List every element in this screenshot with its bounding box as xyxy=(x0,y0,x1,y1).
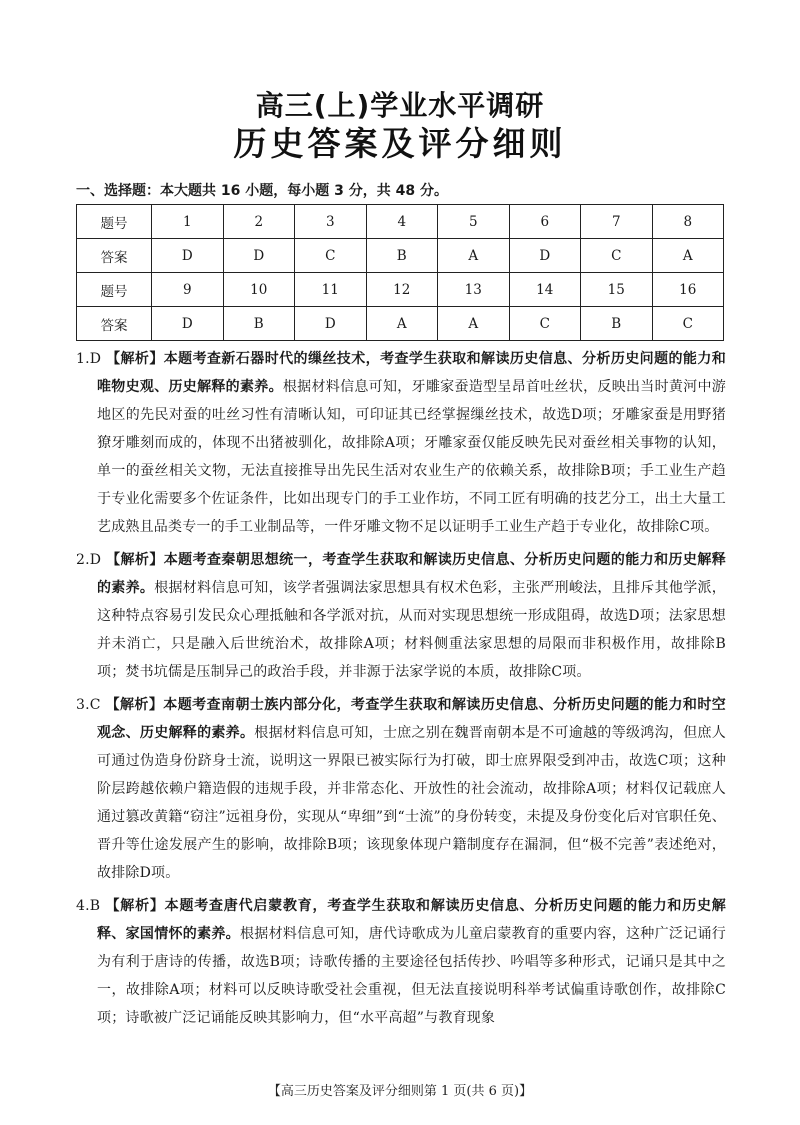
table-cell: 6 xyxy=(509,205,581,239)
explanation-paragraph xyxy=(76,892,726,1032)
table-cell: A xyxy=(438,307,510,341)
table-row xyxy=(77,273,724,307)
question-answer-number: 2.D xyxy=(76,552,102,568)
explanation-item xyxy=(76,546,726,686)
answer-table xyxy=(76,204,724,341)
explanations-list xyxy=(76,345,726,1037)
table-cell: 2 xyxy=(223,205,295,239)
table-cell: 3 xyxy=(295,205,367,239)
table-cell: C xyxy=(652,307,724,341)
table-cell: 14 xyxy=(509,273,581,307)
table-cell: 5 xyxy=(438,205,510,239)
table-row-label: 题号 xyxy=(77,205,152,239)
table-cell: A xyxy=(652,239,724,273)
explanation-item xyxy=(76,345,726,541)
exam-title: 高三(上)学业水平调研 xyxy=(255,89,545,122)
table-cell: 1 xyxy=(152,205,224,239)
table-cell: D xyxy=(152,239,224,273)
table-cell: 8 xyxy=(652,205,724,239)
analysis-label: 【解析】 xyxy=(105,697,164,713)
table-cell: B xyxy=(366,239,438,273)
table-cell: 10 xyxy=(223,273,295,307)
question-answer-number: 3.C xyxy=(76,697,101,713)
table-cell: 16 xyxy=(652,273,724,307)
table-cell: B xyxy=(581,307,653,341)
analysis-label: 【解析】 xyxy=(105,898,165,914)
table-cell: A xyxy=(366,307,438,341)
analysis-body: 根据材料信息可知，牙雕家蚕造型呈昂首吐丝状，反映出当时黄河中游地区的先民对蚕的吐丝习性有清晰认知，可印证其已经掌握缫丝技术，故选D项；牙雕家蚕是用野猪獠牙雕刻而成的，体现不出猪被驯化，故排除A项；牙雕家蚕仅能反映先民对蚕丝相关事物的认知，单一的蚕丝相关文物，无法直接推导出先民生活对农业生产的依赖关系，故排除B项；手工业生产趋于专业化需要多个佐证条件，比如出现专门的手工业作坊，不同工匠有明确的技艺分工，出土大量工艺成熟且品类专一的手工业制品等，一件牙雕文物不足以证明手工业生产趋于专业化，故排除C项。 xyxy=(97,379,726,535)
analysis-lead: 本题考查新石器时代的缫丝技术，考查学生获取和解读历史信息、分析历史问题的能力和唯物史观、历史解释的素养。 xyxy=(97,351,726,395)
explanation-item xyxy=(76,691,726,887)
table-row xyxy=(77,205,724,239)
table-cell: 12 xyxy=(366,273,438,307)
table-cell: 13 xyxy=(438,273,510,307)
explanation-paragraph xyxy=(76,345,726,541)
explanation-item xyxy=(76,892,726,1032)
question-answer-number: 4.B xyxy=(76,898,101,914)
section-heading: 一、选择题：本大题共 16 小题，每小题 3 分，共 48 分。 xyxy=(76,183,448,199)
explanation-paragraph xyxy=(76,691,726,887)
table-cell: C xyxy=(509,307,581,341)
table-cell: 4 xyxy=(366,205,438,239)
table-row xyxy=(77,307,724,341)
table-cell: C xyxy=(295,239,367,273)
document-title: 历史答案及评分细则 xyxy=(233,124,567,163)
question-answer-number: 1.D xyxy=(76,351,102,367)
analysis-lead: 本题考查唐代启蒙教育，考查学生获取和解读历史信息、分析历史问题的能力和历史解释、家国情怀的素养。 xyxy=(97,898,726,942)
analysis-body: 根据材料信息可知，唐代诗歌成为儿童启蒙教育的重要内容，这种广泛记诵行为有利于唐诗的传播，故选B项；诗歌传播的主要途径包括传抄、吟唱等多种形式，记诵只是其中之一，故排除A项；材料可以反映诗歌受社会重视，但无法直接说明科举考试偏重诗歌创作，故排除C项；诗歌被广泛记诵能反映其影响力，但“水平高超”与教育现象 xyxy=(97,926,726,1026)
table-row-label: 题号 xyxy=(77,273,152,307)
table-cell: D xyxy=(295,307,367,341)
analysis-label: 【解析】 xyxy=(106,351,164,367)
analysis-label: 【解析】 xyxy=(106,552,164,568)
page-footer: 【高三历史答案及评分细则第 1 页(共 6 页)】 xyxy=(267,1084,533,1099)
table-cell: D xyxy=(509,239,581,273)
table-row-label: 答案 xyxy=(77,239,152,273)
analysis-lead: 本题考查秦朝思想统一，考查学生获取和解读历史信息、分析历史问题的能力和历史解释的素养。 xyxy=(97,552,726,596)
table-cell: 9 xyxy=(152,273,224,307)
table-row-label: 答案 xyxy=(77,307,152,341)
table-cell: 15 xyxy=(581,273,653,307)
table-cell: 11 xyxy=(295,273,367,307)
table-cell: D xyxy=(152,307,224,341)
table-row xyxy=(77,239,724,273)
analysis-lead: 本题考查南朝士族内部分化，考查学生获取和解读历史信息、分析历史问题的能力和时空观念、历史解释的素养。 xyxy=(97,697,726,741)
table-cell: B xyxy=(223,307,295,341)
table-cell: 7 xyxy=(581,205,653,239)
table-cell: C xyxy=(581,239,653,273)
table-cell: D xyxy=(223,239,295,273)
table-cell: A xyxy=(438,239,510,273)
analysis-body: 根据材料信息可知，士庶之别在魏晋南朝本是不可逾越的等级鸿沟，但庶人可通过伪造身份跻身士流，说明这一界限已被实际行为打破，即士庶界限受到冲击，故选C项；这种阶层跨越依赖户籍造假的违规手段，并非常态化、开放性的社会流动，故排除A项；材料仅记载庶人通过篡改黄籍“窃注”远祖身份，实现从“卑细”到“士流”的身份转变，未提及身份变化后对官职任免、晋升等仕途发展产生的影响，故排除B项；该现象体现户籍制度存在漏洞，但“极不完善”表述绝对，故排除D项。 xyxy=(97,725,726,881)
analysis-body: 根据材料信息可知，该学者强调法家思想具有权术色彩，主张严刑峻法，且排斥其他学派，这种特点容易引发民众心理抵触和各学派对抗，从而对实现思想统一形成阻碍，故选D项；法家思想并未消亡，只是融入后世统治术，故排除A项；材料侧重法家思想的局限而非积极作用，故排除B项；焚书坑儒是压制异己的政治手段，并非源于法家学说的本质，故排除C项。 xyxy=(97,580,726,680)
explanation-paragraph xyxy=(76,546,726,686)
